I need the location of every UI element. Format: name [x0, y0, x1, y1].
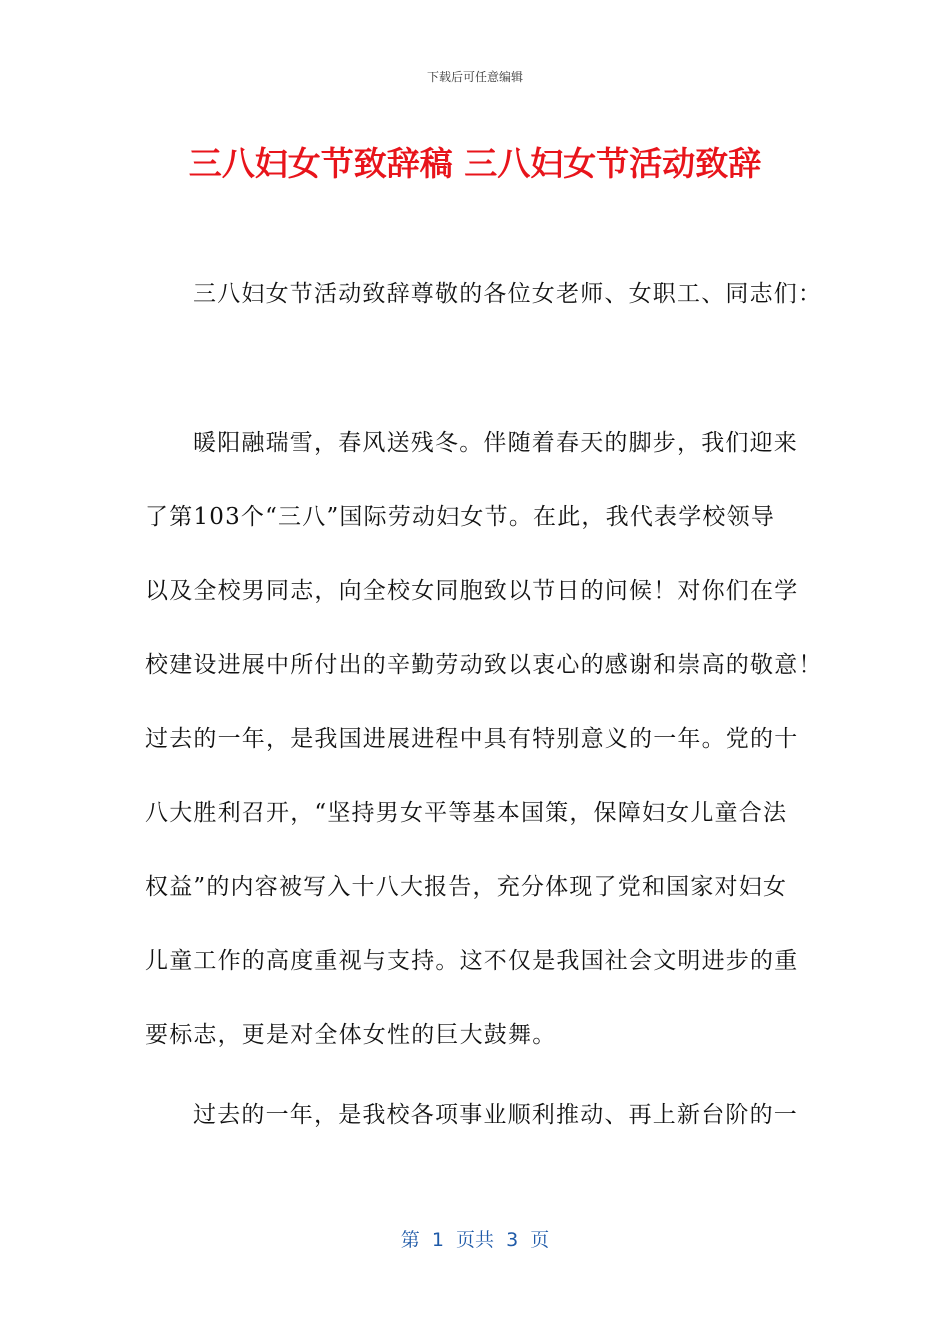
paragraph-line: 儿童工作的高度重视与支持。这不仅是我国社会文明进步的重 [145, 948, 799, 974]
paragraph-line: 校建设进展中所付出的辛勤劳动致以衷心的感谢和崇高的敬意！ [145, 652, 823, 678]
paragraph-line: 要标志，更是对全体女性的巨大鼓舞。 [145, 1022, 557, 1048]
paragraph-1 [145, 406, 823, 1072]
salutation-block [145, 257, 823, 331]
header-note: 下载后可任意编辑 [426, 70, 523, 84]
paragraph-line: 过去的一年，是我校各项事业顺利推动、再上新台阶的一 [193, 1102, 798, 1128]
paragraph-line: 过去的一年，是我国进展进程中具有特别意义的一年。党的十 [145, 726, 799, 752]
salutation: 三八妇女节活动致辞尊敬的各位女老师、女职工、同志们： [193, 281, 823, 307]
paragraph-line: 权益”的内容被写入十八大报告，充分体现了党和国家对妇女 [145, 874, 788, 900]
paragraph-line: 暖阳融瑞雪，春风送残冬。伴随着春天的脚步，我们迎来 [193, 430, 798, 456]
paragraph-line: 了第103个“三八”国际劳动妇女节。在此，我代表学校领导 [145, 504, 776, 530]
paragraph-2 [145, 1078, 810, 1152]
page-footer: 第 1 页共 3 页 [400, 1229, 550, 1251]
paragraph-line: 八大胜利召开，“坚持男女平等基本国策，保障妇女儿童合法 [145, 800, 788, 826]
document-title: 三八妇女节致辞稿 三八妇女节活动致辞 [188, 144, 762, 183]
paragraph-line: 以及全校男同志，向全校女同胞致以节日的问候！对你们在学 [145, 578, 799, 604]
